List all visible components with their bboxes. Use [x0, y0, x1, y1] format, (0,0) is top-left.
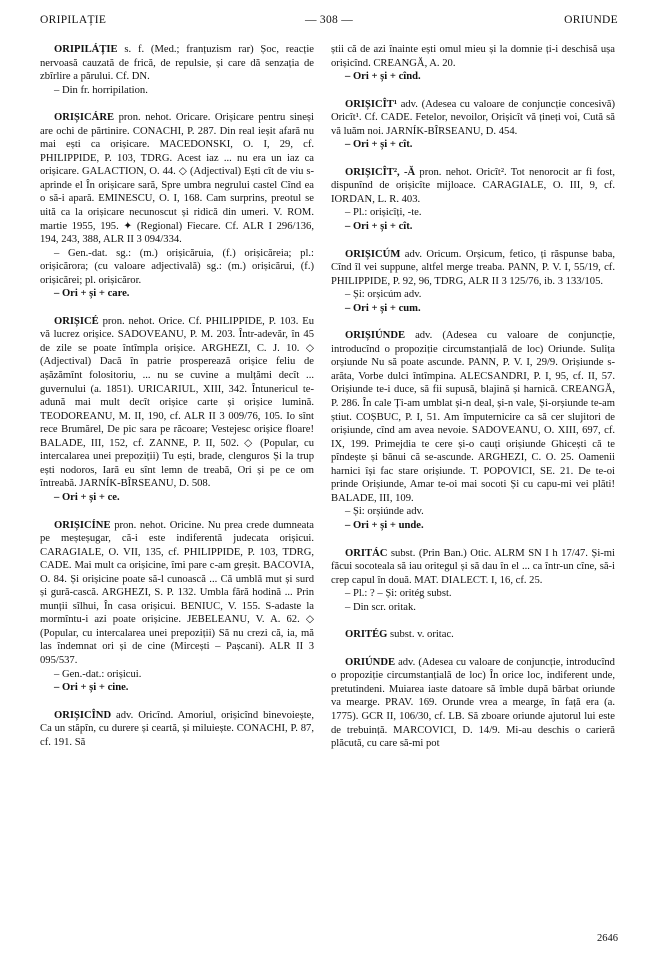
entry-line: – Pl.: ? – Și: oritég subst. — [345, 588, 452, 600]
page-number: 2646 — [597, 933, 618, 944]
entry-headword: ORIȘICÍNE — [54, 519, 111, 531]
entry-headword: ORIPILÁȚIE — [54, 44, 118, 55]
entry-etymology: – Ori + și + cînd. — [345, 71, 421, 83]
entry-etymology: – Din scr. oritak. — [345, 601, 416, 613]
dictionary-entry — [331, 166, 615, 234]
entry-headword: ORITÁC — [345, 547, 388, 559]
entry-headword: ORIȘICÎND — [54, 709, 112, 721]
dictionary-entry — [40, 111, 314, 301]
entry-line: – Din fr. horripilation. — [54, 84, 148, 96]
dictionary-entry — [40, 709, 314, 750]
dictionary-entry — [40, 519, 314, 695]
dictionary-entry — [331, 98, 615, 152]
entry-line: – Gen.-dat.: orișicui. — [54, 668, 142, 680]
dictionary-entry-continued — [331, 43, 615, 84]
dictionary-entry — [331, 329, 615, 532]
entry-etymology: – Ori + și + cine. — [54, 682, 129, 694]
dictionary-entry — [331, 547, 615, 615]
entry-body: adv. (Adesea cu valoare de conjuncție, introducînd o propoziție circumstanțială de loc) În orice loc, indiferent unde, pretutindeni. Muiarea iaste datoare să îmble după bărbat oriunde va mearge. PRAV. 169. Orunde vrea a mearge, în față era (a. 1775). GCR II, 106/30, cf. LB. Să zboare oriunde ajutorul lui este de trebuință. MARCOVICI, D. 14/9. Mi-au deschis o carieră plăcută, cu care să-mi pot — [331, 656, 615, 750]
entry-etymology: – Ori + și + cît. — [345, 221, 413, 233]
header-right: ORIUNDE — [564, 14, 618, 26]
dictionary-entry — [40, 315, 314, 505]
entry-headword: ORIȘICÎT², -Ă — [345, 166, 416, 178]
running-header — [40, 14, 618, 30]
entry-body: pron. nehot. Orice. Cf. PHILIPPIDE, P. 103. Eu vă lucrez orișice. SADOVEANU, P. M. 203. Într-adevăr, în 45 de zile se poate întîmpla orișice. ARGHEZI, C. J. 10. ◇ (Adjectival) Dacă în patrie prosperează orișice feliu de așăzămînt folositoriu, ... nu se cuvine a mulțămi decît ... guvernului (a. 1851). URICARIUL, XIII, 342. Întunericul te-adună mai mult decît orișice carte și orișice lumină. TEODOREANU, M. II, 190, cf. ALR II 3 009/76, 105. Io sînt rece Brumărel, De pic sara pe răcoare; Vestejesc orișice floare! BALADE, III, 152, cf. ZANNE, P. II, 502. ◇ (Popular, cu intercalarea unei prepoziții) Tu ești, brade, clenguros Și la trup ești nodoros, Iară eu sînt lemn de treabă, Ori și pe ce om întreabă. JARNÍK-BÎRSEANU, D. 508. — [40, 315, 314, 490]
entry-body: subst. v. oritac. — [390, 629, 454, 641]
header-left: ORIPILAȚIE — [40, 14, 107, 26]
entry-body: adv. (Adesea cu valoare de conjuncție concesivă) Oricît¹. Cf. CADE. Fetelor, nevoilor, Orișicît vă țineți voi, Cută să vă luăm noi. JARNÍK-BÎRSEANU, D. 454. — [331, 98, 616, 137]
entry-headword: ORIÚNDE — [345, 656, 396, 668]
right-column — [331, 43, 615, 765]
left-column — [40, 43, 314, 763]
entry-headword: ORIȘIÚNDE — [345, 330, 406, 342]
entry-headword: ORIȘICÚM — [345, 248, 401, 260]
entry-body: adv. Oricum. Orșicum, fetico, ți răspunse baba, Cînd îl vei suppune, altfel merge treaba. PANN, P. V. I, 55/19, cf. PHILIPPIDE, P. 92, 96, TDRG, ALR II 3 125/76, ib. 3 133/105. — [331, 248, 615, 287]
entry-line: – Gen.-dat. sg.: (m.) orișicăruia, (f.) orișicăreia; pl.: orișicărora; (cu valoare adjectivală) sg.: (m.) orișicărui, (f.) orișicărei; pl. orișicăror. — [40, 247, 314, 286]
entry-line: – Și: orșicúm adv. — [345, 289, 422, 301]
dictionary-entry — [331, 628, 615, 642]
entry-body: pron. nehot. Oricine. Nu prea crede dumneata pe meșteșugar, că-i este indiferentă judecata orișicui. CARAGIALE, O. VII, 135, cf. PHILIPPIDE, P. 103, TDRG, CADE. Mai mult ca orișicine, îmi pare c-am greșit. BACOVIA, O. 84. Și orișicine poate să-l cunoască ... Că umblă mut și surd și gură-cască. ARGHEZI, S. P. 132. Umbla fără hodină ... Prin munții sîlhui, În casa orișicui. BENIUC, V. 155. S-adaste la mormîntu-i azi poate orișicine. JEBELEANU, V. A. 62. ◇ (Popular, cu intercalarea unei prepoziții) Să nu crezi că, ia, mă las îndemnat ori și de cine (Mircești – Pașcani). ALR II 3 095/537. — [40, 519, 315, 666]
entry-etymology: – Ori + și + cît. — [345, 139, 413, 151]
entry-body: subst. (Prin Ban.) Otic. ALRM SN I h 17/47. Și-mi făcui socoteala să iau oritegul și să dau în el ... ca într-un cîne, să-i crep capul în două. MAT. DIALECT. I, 16, cf. 25. — [331, 547, 615, 586]
dictionary-entry — [331, 248, 615, 316]
entry-headword: ORIȘICÉ — [54, 315, 99, 327]
entry-etymology: – Ori + și + cum. — [345, 302, 421, 314]
dictionary-entry — [40, 43, 314, 97]
entry-body: s. f. (Med.; franțuzism rar) Șoc, reacție nervoasă cauzată de frică, de repulsie, și care dă senzația de zbîrlire a părului. Cf. DN. — [40, 44, 314, 83]
dictionary-entry — [331, 656, 615, 751]
entry-body: adv. Oricînd. Amoriul, orișicînd binevoiește, Ca un stăpîn, cu durere și ceartă, și miluiește. CONACHI, P. 87, cf. 191. Să — [40, 709, 314, 748]
entry-etymology: – Ori + și + care. — [54, 288, 130, 300]
entry-line: – Pl.: orișicîți, -te. — [345, 207, 422, 219]
entry-etymology: – Ori + și + ce. — [54, 491, 120, 503]
entry-body: știi că de azi înainte ești omul mieu și la domnie ți-i deschisă ușa orișicînd. CREANGĂ, A. 20. — [331, 44, 615, 69]
entry-headword: ORIȘICÎT¹ — [345, 98, 398, 110]
entry-headword: ORIȘICÁRE — [54, 112, 115, 124]
entry-headword: ORITÉG — [345, 629, 388, 641]
entry-line: – Și: orșiúnde adv. — [345, 506, 424, 518]
header-page: — 308 — — [304, 14, 354, 26]
entry-body: adv. (Adesea cu valoare de conjuncție, introducînd o propoziție circumstanțială de loc) Oriunde. Sulița orșiunde Nu să poate ascunde. PANN, P. V. I, 29/9. Orișiunde s-arăta, Vorbe dulci întîmpina. ALECSANDRI, P. I, 95, cf. II, 57. Orișiunde te-i duce, să fii supusă, blajină și harnică. CREANGĂ, P. 286. În cale Ți-am umblat și-n deal, și-n vale, Și-orșiunde te-am știut. COȘBUC, P. I, 51. Am împuternicire ca să cer slujitori de orișiunde, cînd am avea nevoie. SADOVEANU, O. XIII, 697, cf. IX, 199. Primejdia te cere și-o cauți orișiunde Ghicești că te pîndește și bănui că se-ascunde. ARGHEZI, C. O. 25. Oamenii harnici își fac stare orișiunde. T. POPOVICI, SE. 21. De te-oi prinde Orișiunde, Amar te-oi mai socoti Și cu capu-mi vei plăti! BALADE, III, 109. — [331, 330, 615, 504]
entry-etymology: – Ori + și + unde. — [345, 519, 424, 531]
entry-body: pron. nehot. Oricare. Orișicare pentru sineși are ochi de părtinire. CONACHI, P. 287. Din real ieșit afară nu mai ești ca orișicare. MACEDONSKI, O. I, 29, cf. PHILIPPIDE, P. 103, TDRG. Acest iaz ... nu era un iaz ca orișicare. GALACTION, O. 44. ◇ (Adjectival) Ești cît de viu s-aprinde el În orișicare sară, Spre umbra negrului castel Cînd ea o să-i apară. EMINESCU, O. I, 168. Cam surprins, preotul se uită ca la orișicare necunoscut și ridică din umeri. V. ROM. martie 1955, 195. ✦ (Regional) Fiecare. Cf. ALR I 296/136, 194, 243, 388, ALR II 3 094/334. — [40, 112, 314, 246]
entry-body: pron. nehot. Oricît². Tot nenorocit ar fi fost, dispunînd de orișicîte mijloace. CARAGIALE, O. III, 9, cf. IORDAN, L. R. 403. — [331, 166, 615, 205]
